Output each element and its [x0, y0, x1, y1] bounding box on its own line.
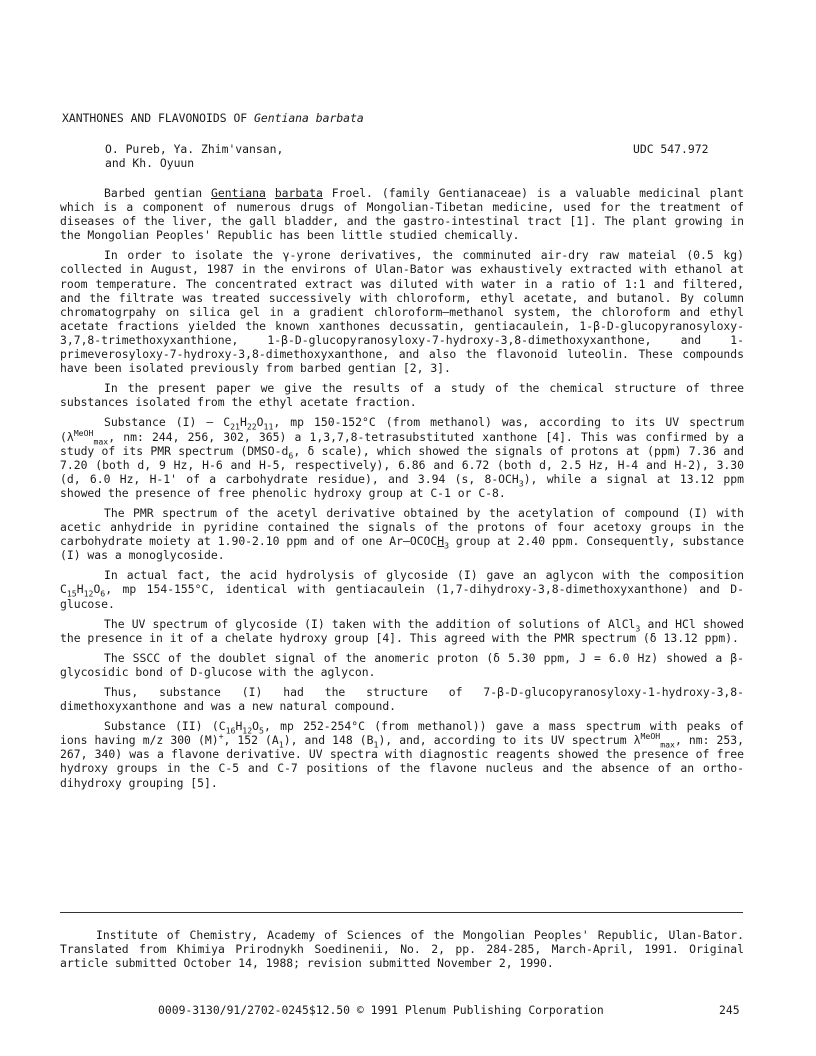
- paragraph-sscc: The SSCC of the doublet signal of the anomeric proton (δ 5.30 ppm, J = 6.0 Hz) showed a β-glycosidic bond of D-glucose with the aglycon.: [60, 650, 744, 679]
- article-body: [60, 186, 744, 796]
- paragraph-acetyl: The PMR spectrum of the acetyl derivative obtained by the acetylation of compound (I) with acetic anhydride in pyridine contained the signals of the protons of four acetoxy groups in the carbohydrate moiety at 1.90-2.10 ppm and of one $Ar—OCOCH_3$ group at 2.40 ppm. Consequently, substance (I) was a monoglycoside.: [60, 505, 744, 563]
- genus-name: Gentiana: [211, 186, 266, 200]
- species-name: barbata: [274, 186, 323, 200]
- udc-code: UDC 547.972: [633, 142, 709, 156]
- paragraph-aim: In the present paper we give the results of a study of the chemical structure of three substances isolated from the ethyl acetate fraction.: [60, 381, 744, 410]
- paragraph-hydrolysis: In actual fact, the acid hydrolysis of glycoside (I) gave an aglycon with the composition $C_{15}H_{12}O_6$, mp 154-155°C, identical with gentiacaulein (1,7-dihydroxy-3,8-dimethoxyxanthone) and D-glucose.: [60, 568, 744, 611]
- paragraph-substance-1: Substance (I) — $C_{21}H_{22}O_{11}$, mp 150-152°C (from methanol) was, according to its UV spectrum ($\lambda^{MeOH}_{max}$, nm: 244, 256, 302, 365) a 1,3,7,8-tetrasubstituted xanthone [4]. This was confirmed by a study of its PMR spectrum ($DMSO-d_6$, δ scale), which showed the signals of protons at (ppm) 7.36 and 7.20 (both d, 9 Hz, H-6 and H-5, respectively), 6.86 and 6.72 (both d, 2.5 Hz, H-4 and H-2), 3.30 (d, 6.0 Hz, H-1' of a carbohydrate residue), and 3.94 (s, $8-OCH_3$), while a signal at 13.12 ppm showed the presence of free phenolic hydroxy group at C-1 or C-8.: [60, 415, 744, 500]
- publisher-code: 0009-3130/91/2702-0245$12.50 © 1991 Plenum Publishing Corporation: [158, 1003, 604, 1017]
- paragraph-substance-2: Substance (II) ($C_{16}H_{12}O_5$, mp 252-254°C (from methanol)) gave a mass spectrum with peaks of ions having m/z 300 (M)+, 152 $(A_1)$, and 148 $(B_1)$, and, according to its UV spectrum $\lambda^{MeOH}_{max}$, nm: 253, 267, 340) was a flavone derivative. UV spectra with diagnostic reagents showed the presence of free hydroxy groups in the C-5 and C-7 positions of the flavone nucleus and the absence of an ortho-dihydroxy grouping [5].: [60, 719, 744, 790]
- page-number: 245: [719, 1003, 740, 1017]
- author-line-1: O. Pureb, Ya. Zhim'vansan,: [105, 142, 284, 156]
- footnote-divider: [60, 912, 743, 913]
- article-title: XANTHONES AND FLAVONOIDS OF Gentiana barbata: [62, 111, 364, 125]
- author-list: [105, 142, 283, 170]
- paragraph-intro: Barbed gentian Gentiana barbata Froel. (family Gentianaceae) is a valuable medicinal plant which is a component of numerous drugs of Mongolian-Tibetan medicine, used for the treatment of diseases of the liver, the gall bladder, and the gastro-intestinal tract [1]. The plant growing in the Mongolian Peoples' Republic has been little studied chemically.: [60, 186, 745, 243]
- article-title-species: Gentiana barbata: [254, 111, 364, 125]
- author-line-2: and Kh. Oyuun: [105, 156, 195, 171]
- footnote: [60, 928, 744, 970]
- paragraph-uv: The UV spectrum of glycoside (I) taken with the addition of solutions of AlCl$_3$ and HCl showed the presence in it of a chelate hydroxy group [4]. This agreed with the PMR spectrum (δ 13.12 ppm).: [60, 616, 745, 645]
- footnote-text: Institute of Chemistry, Academy of Sciences of the Mongolian Peoples' Republic, Ulan-Bator. Translated from Khimiya Prirodnykh Soedinenii, No. 2, pp. 284-285, March-April, 1991. Original article submitted October 14, 1988; revision submitted November 2, 1990.: [60, 928, 744, 971]
- paragraph-isolation: In order to isolate the γ-yrone derivatives, the comminuted air-dry raw mateial (0.5 kg) collected in August, 1987 in the environs of Ulan-Bator was exhaustively extracted with ethanol at room temperature. The concentrated extract was diluted with water in a ratio of 1:1 and filtered, and the filtrate was treated successively with chloroform, ethyl acetate, and butanol. By column chromatogrpahy on silica gel in a gradient chloroform—methanol system, the chloroform and ethyl acetate fractions yielded the known xanthones decussatin, gentiacaulein, 1-β-D-glucopyranosyloxy-3,7,8-trimethoxyxanthione, 1-β-D-glucopyranosyloxy-7-hydroxy-3,8-dimethoxyxanthone, and 1-primeverosyloxy-7-hydroxy-3,8-dimethoxyxanthone, and also the flavonoid luteolin. These compounds have been isolated previously from barbed gentian [2, 3].: [60, 248, 744, 376]
- paragraph-structure: Thus, substance (I) had the structure of 7-β-D-glucopyranosyloxy-1-hydroxy-3,8-dimethoxyxanthone and was a new natural compound.: [60, 685, 744, 714]
